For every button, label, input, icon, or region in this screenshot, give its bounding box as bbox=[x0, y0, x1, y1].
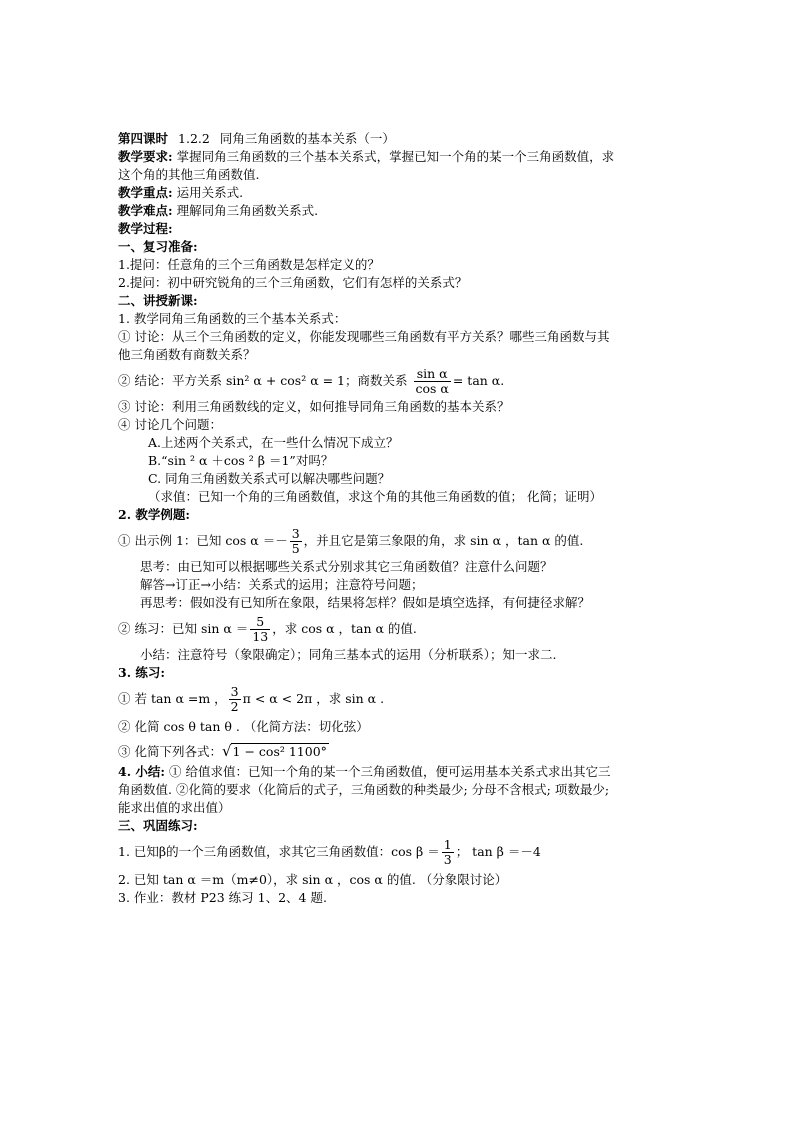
practice-heading: 3. 练习: bbox=[118, 665, 166, 680]
discussion-4: ④ 讨论几个问题： bbox=[118, 417, 222, 432]
requirements-line1 bbox=[118, 148, 678, 166]
requirements-line2: 这个角的其他三角函数值. bbox=[118, 167, 260, 182]
practice-1 bbox=[118, 682, 678, 716]
conclusion-2 bbox=[118, 364, 678, 398]
fraction-numerator: sin α bbox=[414, 367, 451, 382]
fraction-denominator: cos α bbox=[415, 381, 449, 396]
exercise-1-suffix: ； tan β ＝－4 bbox=[455, 844, 541, 859]
radical-sign: √ bbox=[221, 742, 232, 760]
radicand: 1 − cos² 1100° bbox=[232, 744, 327, 759]
review-question-1: 1.提问：任意角的三个三角函数是怎样定义的？ bbox=[118, 257, 380, 272]
fraction-numerator: 1 bbox=[443, 837, 452, 852]
review-question-2: 2.提问：初中研究锐角的三个三角函数，它们有怎样的关系式？ bbox=[118, 275, 468, 290]
teaching-item-1: 1. 教学同角三角函数的三个基本关系式： bbox=[118, 311, 347, 326]
fraction-denominator: 13 bbox=[252, 629, 269, 644]
part2-heading: 二、讲授新课: bbox=[118, 293, 198, 308]
practice-1-fraction bbox=[229, 685, 241, 714]
think-line: 思考：由已知可以根据哪些关系式分别求其它三角函数值？注意什么问题？ bbox=[140, 559, 553, 574]
lesson-title: 同角三角函数的基本关系（一） bbox=[219, 131, 395, 146]
summary-label: 4. 小结: bbox=[118, 764, 166, 779]
square-relation: sin² α + cos² α = 1 bbox=[225, 373, 346, 388]
requirements-label: 教学要求: bbox=[118, 149, 173, 164]
practice-3-prefix: ③ 化简下列各式： bbox=[118, 744, 222, 759]
fraction-denominator: 5 bbox=[291, 541, 300, 556]
exercise-1-prefix: 1. 已知β的一个三角函数值，求其它三角函数值：cos β ＝ bbox=[118, 844, 440, 859]
conclusion-suffix: = tan α. bbox=[452, 373, 505, 388]
example-2 bbox=[118, 612, 678, 646]
exercise-1-fraction bbox=[442, 838, 454, 867]
exercise-3: 3. 作业：教材 P23 练习 1、2、4 题. bbox=[118, 890, 327, 905]
summary-line3: 能求出值的求出值） bbox=[118, 800, 231, 815]
fraction-numerator: 5 bbox=[250, 615, 270, 630]
discussion-3: ③ 讨论：利用三角函数线的定义，如何推导同角三角函数的基本关系？ bbox=[118, 399, 510, 414]
example-2-prefix: ② 练习：已知 sin α ＝ bbox=[118, 621, 249, 636]
example-1-prefix: ① 出示例 1：已知 cos α ＝－ bbox=[118, 533, 288, 548]
exercise-1 bbox=[118, 835, 678, 869]
conclusion-mid: ；商数关系 bbox=[345, 373, 412, 388]
examples-summary: 小结：注意符号（象限确定）；同角三基本式的运用（分析联系）；知一求二. bbox=[140, 647, 557, 662]
discussion-1-line2: 他三角函数有商数关系？ bbox=[118, 347, 256, 362]
title-line bbox=[118, 130, 678, 148]
example-2-fraction bbox=[250, 615, 270, 644]
practice-3 bbox=[118, 742, 678, 761]
key-point-text: 运用关系式. bbox=[172, 185, 244, 200]
summary-line2: 角函数值. ②化简的要求（化简后的式子，三角函数的种类最少; 分母不含根式; 项数最少; bbox=[118, 782, 610, 797]
part3-heading: 三、巩固练习: bbox=[118, 818, 198, 833]
rethink-line: 再思考：假如没有已知所在象限，结果将怎样？假如是填空选择，有何捷径求解？ bbox=[140, 595, 591, 610]
practice-2: ② 化简 cos θ tan θ . （化简方法：切化弦） bbox=[118, 719, 369, 734]
fraction-numerator: 3 bbox=[230, 684, 239, 699]
key-point-line bbox=[118, 184, 678, 202]
lesson-plan bbox=[118, 130, 678, 907]
practice-1-suffix: π < α < 2π ，求 sin α . bbox=[242, 691, 385, 706]
example-1-fraction bbox=[290, 527, 302, 556]
question-b: B.“sin ² α ＋cos ² β ＝1”对吗？ bbox=[148, 453, 334, 468]
examples-heading: 2. 教学例题: bbox=[118, 507, 191, 522]
answer-line: 解答→订正→小结：关系式的运用；注意符号问题； bbox=[140, 577, 424, 592]
exercise-2: 2. 已知 tan α ＝m（m≠0），求 sin α ，cos α 的值. （分象限讨论） bbox=[118, 872, 508, 887]
example-2-suffix: ，求 cos α ，tan α 的值. bbox=[272, 621, 417, 636]
example-1 bbox=[118, 524, 678, 558]
requirements-text: 掌握同角三角函数的三个基本关系式，掌握已知一个角的某一个三角函数值，求 bbox=[172, 149, 615, 164]
key-point-label: 教学重点: bbox=[118, 185, 173, 200]
fraction-denominator: 2 bbox=[230, 699, 239, 714]
question-c: C. 同角三角函数关系式可以解决哪些问题？ bbox=[148, 471, 391, 486]
fraction-numerator: 3 bbox=[291, 526, 300, 541]
part1-heading: 一、复习准备: bbox=[118, 239, 198, 254]
section-number: 1.2.2 bbox=[178, 131, 210, 146]
discussion-1-line1: ① 讨论：从三个三角函数的定义，你能发现哪些三角函数有平方关系？哪些三角函数与其 bbox=[118, 329, 610, 344]
example-1-suffix: ，并且它是第三象限的角，求 sin α ，tan α 的值. bbox=[303, 533, 584, 548]
difficulty-text: 理解同角三角函数关系式. bbox=[172, 203, 319, 218]
conclusion-prefix: ② 结论：平方关系 bbox=[118, 373, 226, 388]
summary-text: ① 给值求值：已知一个角的某一个三角函数值，便可运用基本关系式求出其它三 bbox=[165, 764, 611, 779]
question-c-note: （求值：已知一个角的三角函数值，求这个角的其他三角函数的值； 化简；证明） bbox=[148, 489, 602, 504]
quotient-fraction bbox=[414, 367, 451, 396]
lesson-label: 第四课时 bbox=[118, 131, 169, 146]
fraction-denominator: 3 bbox=[443, 852, 452, 867]
question-a: A.上述两个关系式，在一些什么情况下成立？ bbox=[148, 435, 399, 450]
difficulty-line bbox=[118, 202, 678, 220]
summary-line1 bbox=[118, 763, 678, 781]
difficulty-label: 教学难点: bbox=[118, 203, 173, 218]
practice-1-prefix: ① 若 tan α =m ， bbox=[118, 691, 227, 706]
process-heading: 教学过程: bbox=[118, 221, 173, 236]
